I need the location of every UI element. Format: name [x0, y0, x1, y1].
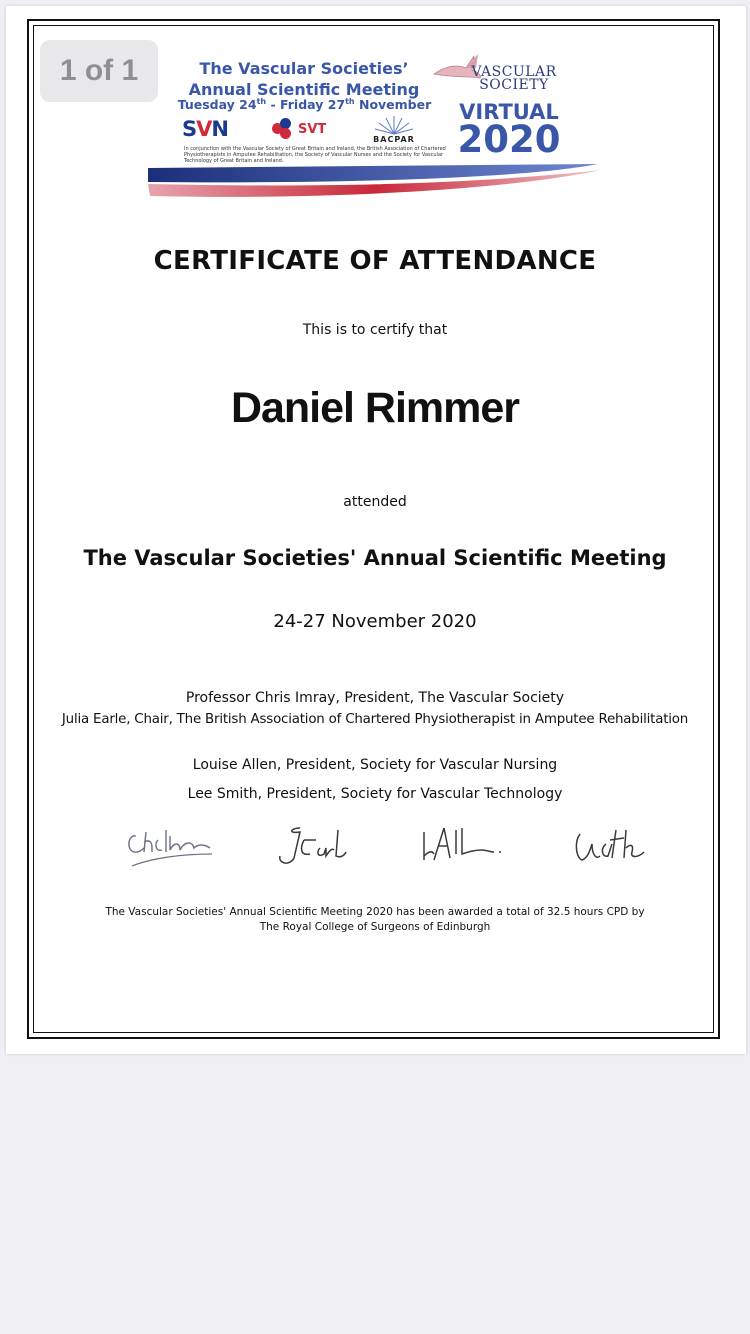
signatory-line: Louise Allen, President, Society for Vascular Nursing — [192, 757, 558, 773]
banner-title — [174, 58, 434, 100]
vascular-society-logo: VASCULAR SOCIETY — [471, 64, 557, 93]
signatory-line: Julia Earle, Chair, The British Association of Chartered Physiotherapist in Amputee Rehabilitation — [61, 712, 689, 727]
banner-title-line1: The Vascular Societies’ — [199, 59, 409, 78]
banner-swoosh — [146, 160, 606, 202]
signatory-line: Professor Chris Imray, President, The Vascular Society — [185, 690, 565, 706]
svn-logo: SVN — [182, 117, 228, 141]
bacpar-sunburst-icon — [364, 114, 424, 136]
certificate-title: CERTIFICATE OF ATTENDANCE — [153, 246, 597, 276]
meeting-banner — [146, 50, 606, 202]
signature-louise-allen — [416, 822, 508, 870]
banner-title-line2: Annual Scientific Meeting — [188, 80, 420, 99]
bacpar-logo: BACPAR — [364, 114, 424, 144]
svt-logo: SVT — [272, 118, 326, 140]
signature-julia-earle — [270, 822, 354, 870]
attended-text: attended — [343, 494, 407, 510]
cpd-statement-line1: The Vascular Societies' Annual Scientific Meeting 2020 has been awarded a total of 32.5 hours CPD by — [105, 906, 645, 918]
meeting-name: The Vascular Societies' Annual Scientific Meeting — [83, 546, 667, 570]
page-counter: 1 of 1 — [40, 40, 158, 102]
meeting-dates: 24-27 November 2020 — [273, 611, 477, 632]
banner-small-print: In conjunction with the Vascular Society of Great Britain and Ireland, the British Association of Chartered Physiotherapists in Amputee Rehabilitation, the Society of Vascular Nurses and the Society for Vascular Technology of Great Britain and Ireland. — [184, 146, 446, 165]
virtual-label: VIRTUAL — [459, 100, 559, 124]
signature-lee-smith — [570, 822, 650, 870]
banner-date: Tuesday 24th - Friday 27th November — [177, 97, 432, 113]
year-label: 2020 — [457, 118, 561, 161]
recipient-name: Daniel Rimmer — [230, 384, 520, 432]
signatory-line: Lee Smith, President, Society for Vascular Technology — [187, 786, 563, 802]
certify-text: This is to certify that — [302, 322, 448, 338]
signature-chris-imray — [122, 822, 218, 870]
cpd-statement-line2: The Royal College of Surgeons of Edinburgh — [259, 921, 491, 933]
svt-dots-icon — [272, 118, 294, 140]
